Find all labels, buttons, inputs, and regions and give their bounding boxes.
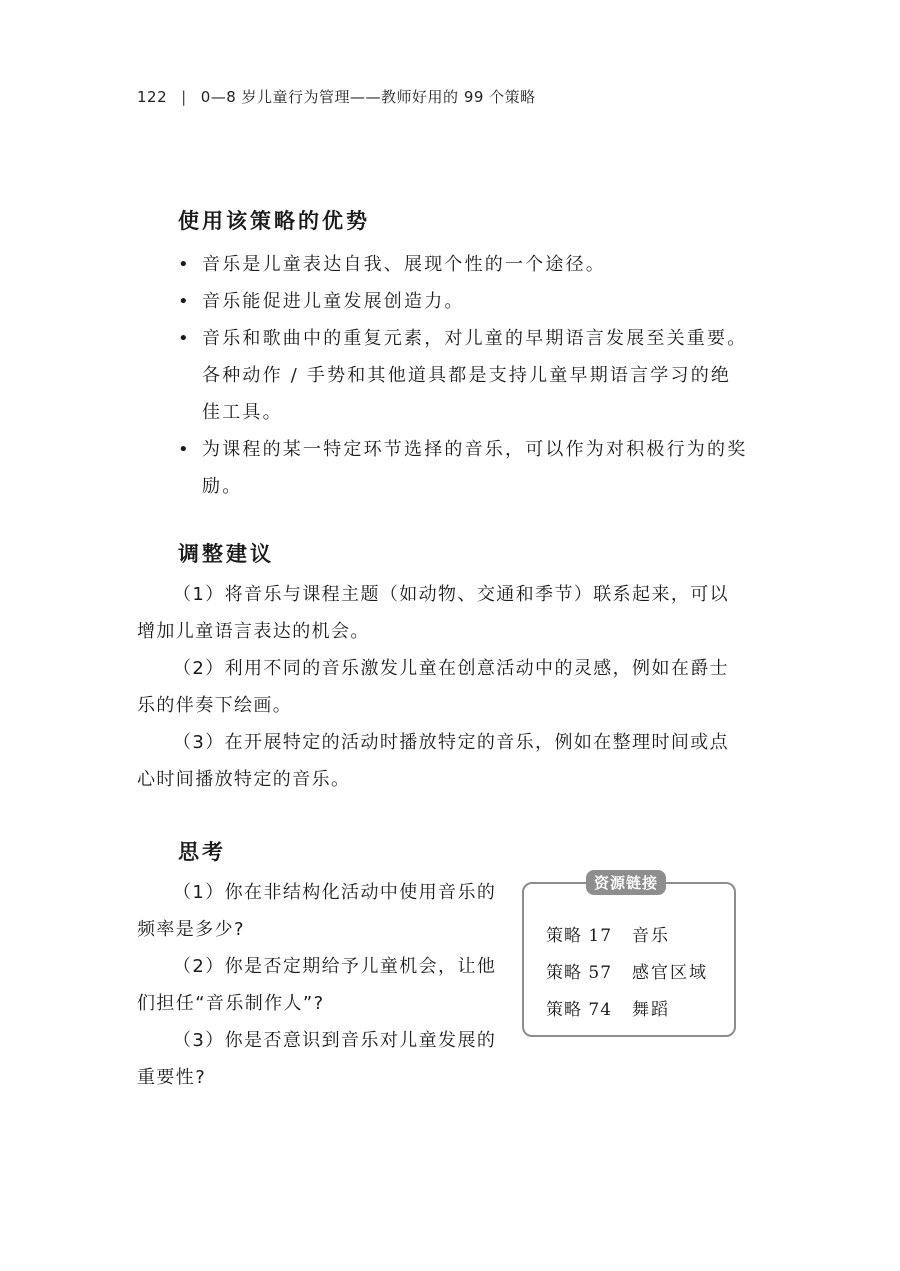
reflection-heading: 思考 xyxy=(178,839,226,864)
strategy-topic: 音乐 xyxy=(632,926,670,946)
list-item: • 为课程的某一特定环节选择的音乐，可以作为对积极行为的奖励。 xyxy=(178,431,748,505)
strategy-topic: 感官区域 xyxy=(632,963,708,983)
strategy-number: 策略 17 xyxy=(546,926,613,946)
book-title: 0—8 岁儿童行为管理——教师好用的 99 个策略 xyxy=(200,88,536,106)
resource-link-item xyxy=(546,955,708,992)
reflection-paragraph: （1）你在非结构化活动中使用音乐的频率是多少? xyxy=(137,882,497,940)
advantages-heading: 使用该策略的优势 xyxy=(178,208,370,233)
suggestion-paragraph: （3）在开展特定的活动时播放特定的音乐，例如在整理时间或点心时间播放特定的音乐。 xyxy=(137,732,730,790)
page-number: 122 xyxy=(137,88,168,106)
strategy-number: 策略 57 xyxy=(546,963,613,983)
suggestion-paragraph: （1）将音乐与课程主题（如动物、交通和季节）联系起来，可以增加儿童语言表达的机会。 xyxy=(137,584,730,642)
resource-link-item xyxy=(546,992,708,1029)
reflection-body xyxy=(137,874,497,1096)
suggestion-paragraph: （2）利用不同的音乐激发儿童在创意活动中的灵感，例如在爵士乐的伴奏下绘画。 xyxy=(137,658,730,716)
resource-link-item xyxy=(546,918,708,955)
resource-links-badge: 资源链接 xyxy=(586,870,666,895)
reflection-paragraph: （2）你是否定期给予儿童机会，让他们担任“音乐制作人”? xyxy=(137,956,497,1014)
reflection-paragraph: （3）你是否意识到音乐对儿童发展的重要性? xyxy=(137,1030,497,1088)
list-item: • 音乐和歌曲中的重复元素，对儿童的早期语言发展至关重要。各种动作 / 手势和其他道具都是支持儿童早期语言学习的绝佳工具。 xyxy=(178,320,748,431)
advantages-list xyxy=(178,246,748,505)
header-divider: | xyxy=(181,88,187,106)
suggestions-heading: 调整建议 xyxy=(178,541,274,566)
strategy-topic: 舞蹈 xyxy=(632,1000,670,1020)
strategy-number: 策略 74 xyxy=(546,1000,613,1020)
suggestions-body xyxy=(137,576,747,798)
running-header xyxy=(137,86,536,107)
resource-links-box xyxy=(522,874,736,1037)
list-item: • 音乐能促进儿童发展创造力。 xyxy=(178,283,748,320)
resource-links-list xyxy=(546,918,708,1029)
list-item: • 音乐是儿童表达自我、展现个性的一个途径。 xyxy=(178,246,748,283)
